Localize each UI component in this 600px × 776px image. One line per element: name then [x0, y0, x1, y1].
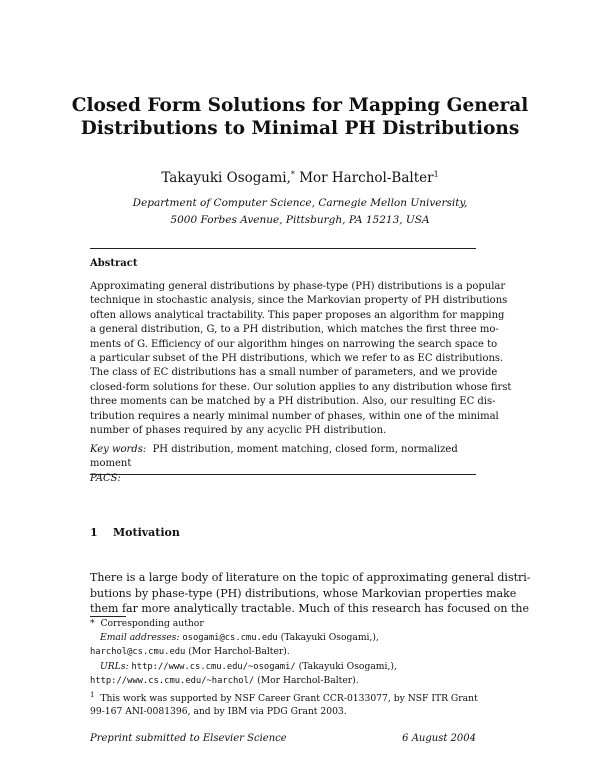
urls-label: URLs:: [100, 660, 129, 672]
email-link-2[interactable]: harchol@cs.cmu.edu: [90, 647, 186, 657]
footnote-corresponding: [90, 617, 480, 631]
email-link-1[interactable]: osogami@cs.cmu.edu: [182, 632, 278, 643]
keywords-label: Key words:: [90, 444, 147, 455]
url-1-name: (Takayuki Osogami,),: [298, 660, 397, 672]
affiliation-line-2: 5000 Forbes Avenue, Pittsburgh, PA 15213, USA: [170, 214, 430, 226]
url-2-name: (Mor Harchol-Balter).: [257, 675, 359, 686]
abstract-text: [90, 280, 512, 438]
paper-title: [0, 94, 600, 140]
keywords-block: [90, 443, 476, 486]
abstract-line: technique in stochastic analysis, since the Markovian property of PH distributions: [90, 295, 508, 307]
abstract-heading: Abstract: [90, 258, 138, 269]
abstract-line: closed-form solutions for these. Our solution applies to any distribution whose first: [90, 381, 512, 393]
abstract-line: often allows analytical tractability. This paper proposes an algorithm for mapping: [90, 309, 505, 321]
abstract-line: a particular subset of the PH distributions, which we refer to as EC distributions.: [90, 353, 504, 365]
abstract-line: The class of EC distributions has a small number of parameters, and we provide: [90, 367, 498, 379]
body-line: them far more analytically tractable. Much of this research has focused on the: [90, 602, 529, 615]
grant-mark: 1: [90, 690, 95, 699]
url-link-1[interactable]: http://www.cs.cmu.edu/~osogami/: [131, 661, 296, 672]
pacs-label: PACS:: [90, 472, 121, 484]
email-1-name: (Takayuki Osogami,),: [280, 631, 379, 643]
footer-preprint-note: Preprint submitted to Elsevier Science: [90, 733, 287, 744]
keywords-value: PH distribution, moment matching, closed form, normalized moment: [90, 444, 458, 470]
author-list: [0, 170, 600, 186]
section-body: [90, 570, 531, 617]
abstract-line: ments of G. Efficiency of our algorithm hinges on narrowing the search space to: [90, 338, 498, 350]
abstract-top-rule: [90, 248, 476, 249]
grant-text-1: This work was supported by NSF Career Grant CCR-0133077, by NSF ITR Grant: [100, 692, 478, 704]
email-label: Email addresses:: [100, 631, 180, 643]
author-2: Mor Harchol-Balter: [299, 170, 434, 186]
affiliation: [0, 195, 600, 229]
url-link-2[interactable]: http://www.cs.cmu.edu/~harchol/: [90, 676, 255, 686]
body-line: butions by phase-type (PH) distributions, whose Markovian properties make: [90, 586, 517, 600]
footnotes: [90, 617, 480, 719]
email-2-name: (Mor Harchol-Balter).: [188, 646, 290, 657]
footer-date: 6 August 2004: [402, 733, 476, 744]
abstract-line: Approximating general distributions by phase-type (PH) distributions is a popular: [90, 281, 506, 292]
footnote-url-line-2: [90, 674, 480, 689]
body-line: There is a large body of literature on the topic of approximating general distri-: [90, 571, 531, 584]
footnote-grant-line-2: 99-167 ANI-0081396, and by IBM via PDG Grant 2003.: [90, 706, 347, 718]
affiliation-line-1: Department of Computer Science, Carnegie Mellon University,: [132, 197, 468, 209]
abstract-line: tribution requires a nearly minimal number of phases, within one of the minimal: [90, 410, 499, 422]
section-heading: [90, 526, 180, 539]
footnote-url-line: [90, 660, 480, 675]
author-2-mark: 1: [433, 170, 439, 179]
title-line-2: Distributions to Minimal PH Distributions: [80, 118, 520, 139]
abstract-bottom-rule: [90, 474, 476, 475]
footnote-email-line-2: [90, 645, 480, 660]
author-1: Takayuki Osogami,: [161, 170, 291, 186]
footnote-corresponding-text: Corresponding author: [100, 618, 204, 629]
section-number: 1: [90, 526, 98, 539]
title-line-1: Closed Form Solutions for Mapping General: [71, 95, 529, 116]
abstract-line: three moments can be matched by a PH distribution. Also, our resulting EC dis-: [90, 396, 496, 408]
author-1-mark: *: [290, 170, 295, 179]
abstract-line: number of phases required by any acyclic PH distribution.: [90, 425, 387, 437]
abstract-line: a general distribution, G, to a PH distribution, which matches the first three mo-: [90, 324, 499, 336]
footnote-grant-line-1: [90, 689, 480, 706]
section-title: Motivation: [112, 526, 180, 539]
footnote-mark: *: [90, 618, 95, 629]
footnote-email-line: [90, 631, 480, 646]
